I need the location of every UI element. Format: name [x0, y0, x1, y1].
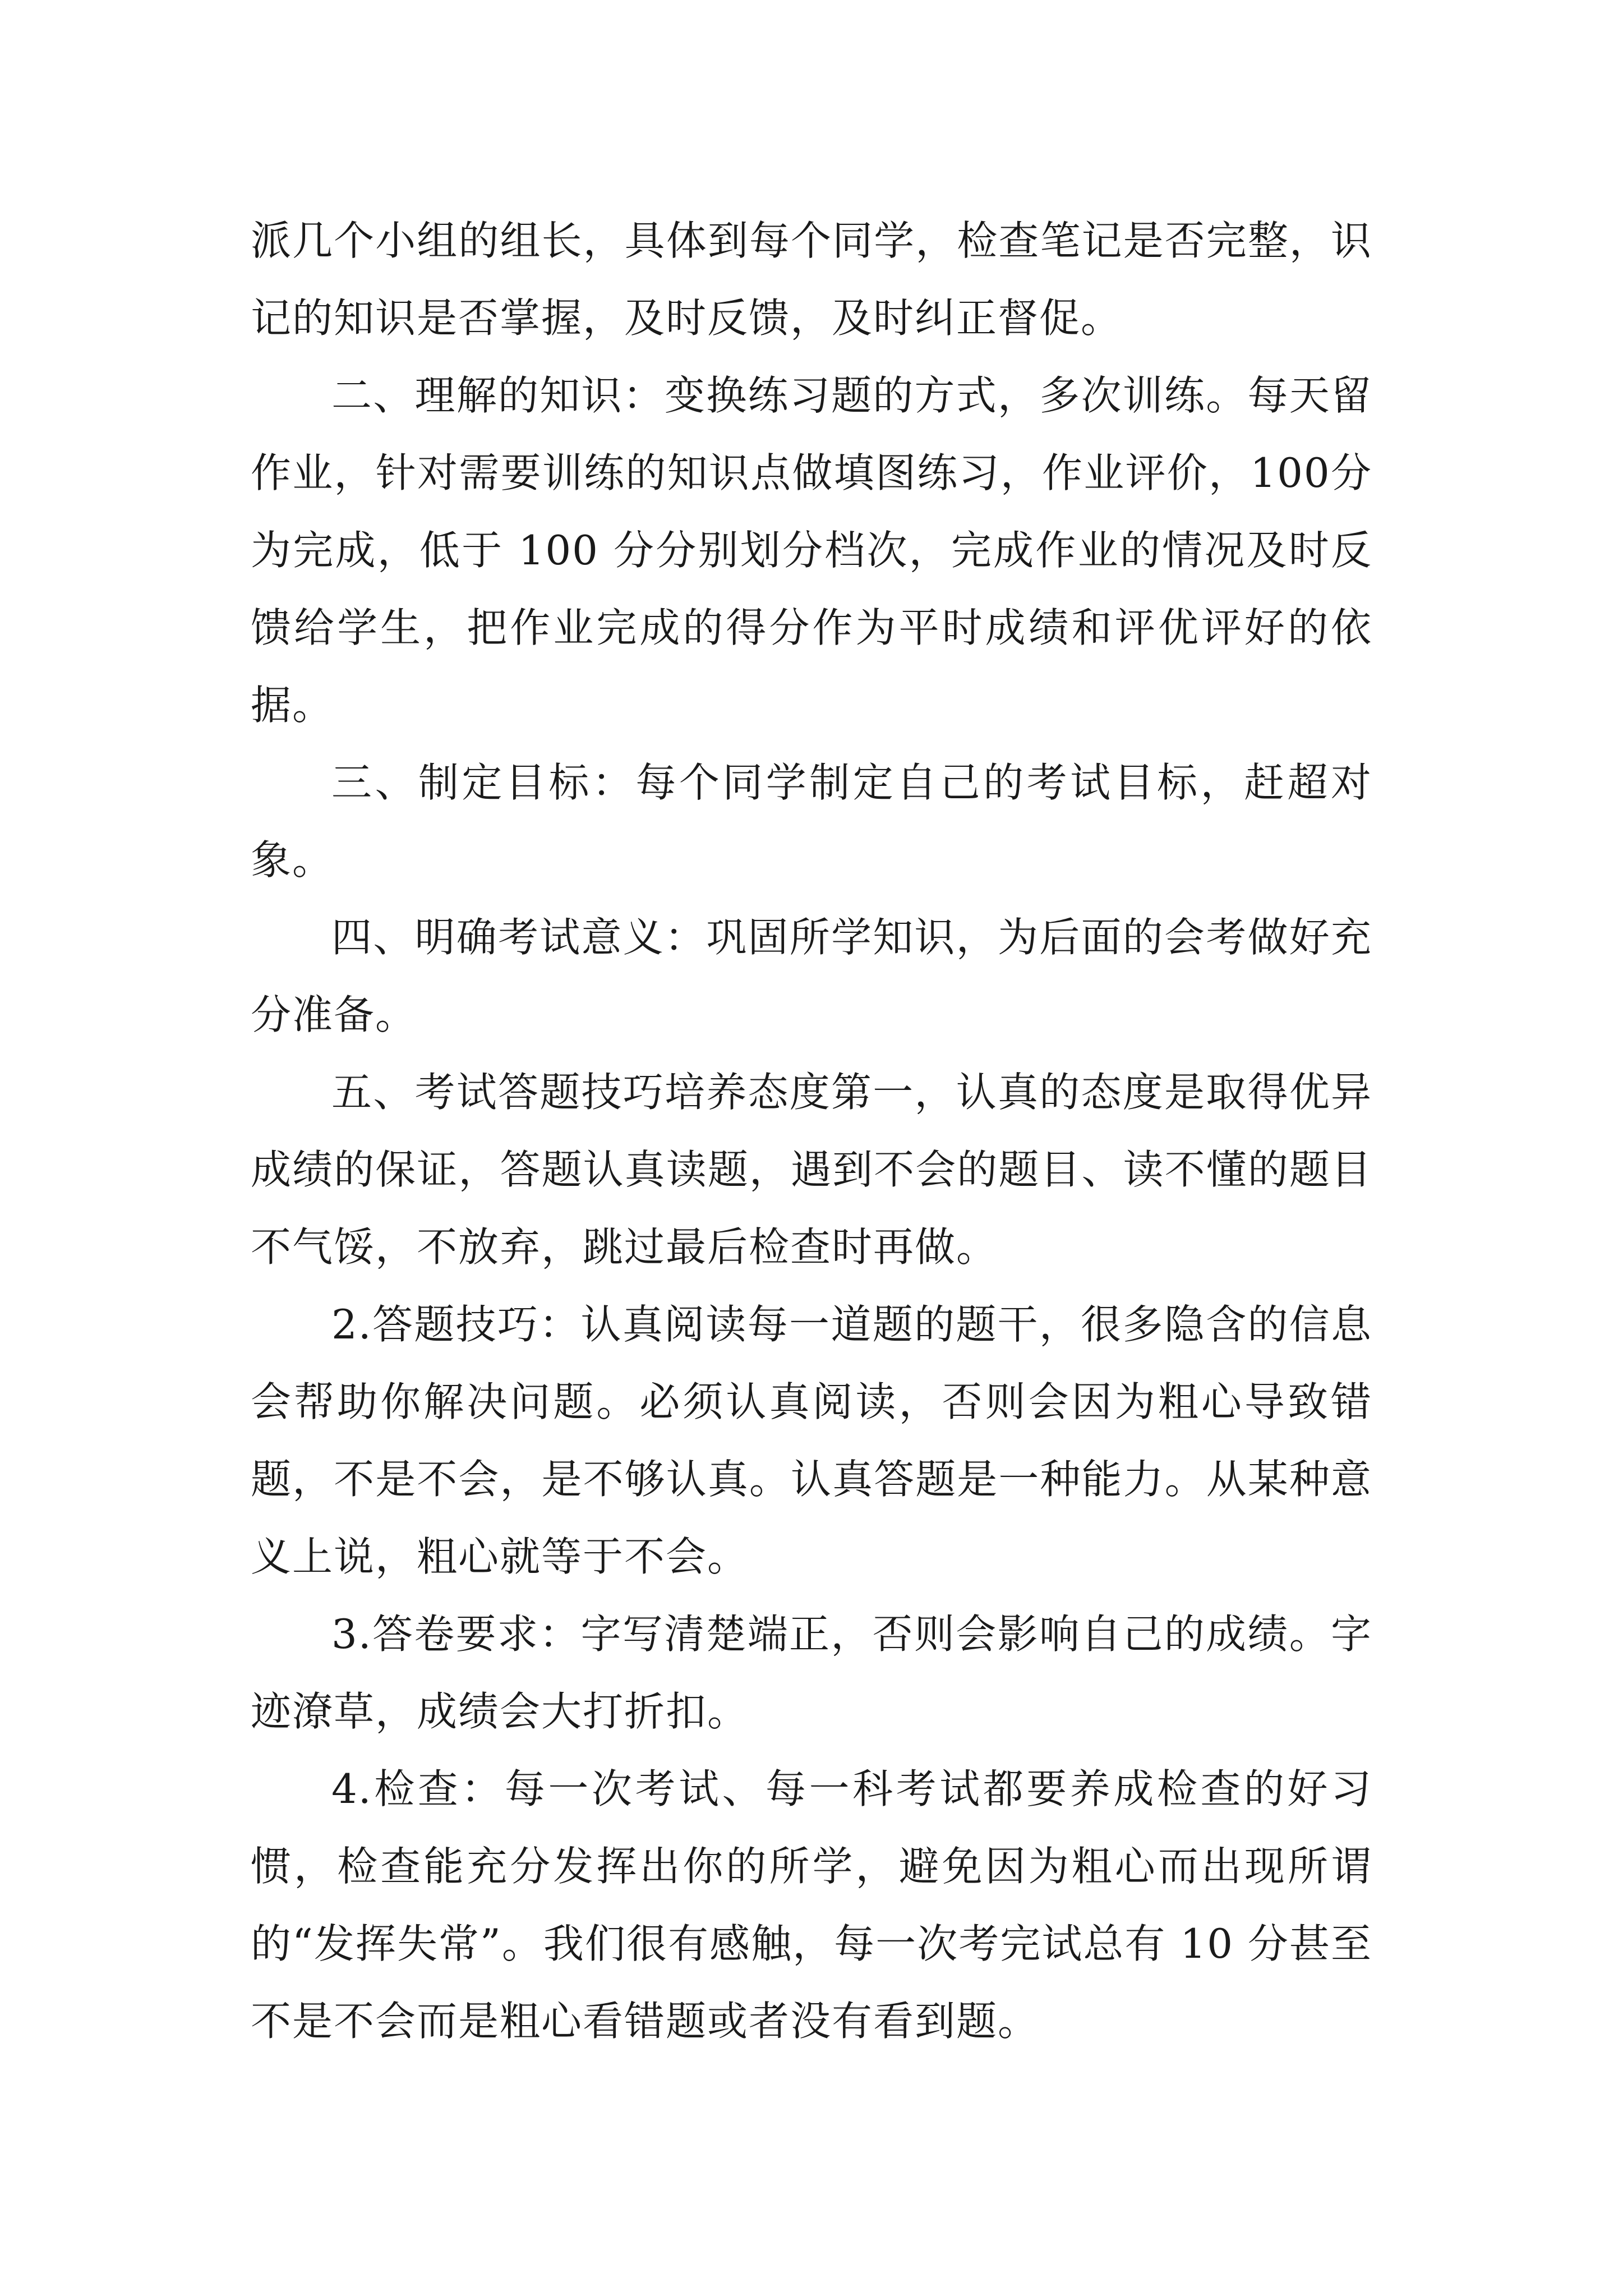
paragraph-1: 派几个小组的组长，具体到每个同学，检查笔记是否完整，识记的知识是否掌握，及时反馈，及时纠正督促。	[251, 217, 1372, 342]
paragraph-7: 3.答卷要求：字写清楚端正，否则会影响自己的成绩。字迹潦草，成绩会大打折扣。	[251, 1611, 1372, 1735]
paragraph-6: 2.答题技巧：认真阅读每一道题的题干，很多隐含的信息会帮助你解决问题。必须认真阅读，否则会因为粗心导致错题，不是不会，是不够认真。认真答题是一种能力。从某种意义上说，粗心就等于不会。	[251, 1301, 1372, 1580]
paragraph-3: 三、制定目标：每个同学制定自己的考试目标，赶超对象。	[251, 759, 1372, 884]
paragraph-2: 二、理解的知识：变换练习题的方式，多次训练。每天留作业，针对需要训练的知识点做填图练习，作业评价，100分为完成，低于 100 分分别划分档次，完成作业的情况及时反馈给学生，把作业完成的得分作为平时成绩和评优评好的依据。	[251, 372, 1372, 729]
paragraph-4: 四、明确考试意义：巩固所学知识，为后面的会考做好充分准备。	[251, 914, 1372, 1038]
paragraph-8: 4.检查：每一次考试、每一科考试都要养成检查的好习惯，检查能充分发挥出你的所学，避免因为粗心而出现所谓的“发挥失常”。我们很有感触，每一次考完试总有 10 分甚至不是不会而是粗心看错题或者没有看到题。	[251, 1765, 1372, 2045]
paragraph-5: 五、考试答题技巧培养态度第一，认真的态度是取得优异成绩的保证，答题认真读题，遇到不会的题目、读不懂的题目不气馁，不放弃，跳过最后检查时再做。	[251, 1069, 1372, 1271]
document-body	[251, 202, 1372, 2060]
